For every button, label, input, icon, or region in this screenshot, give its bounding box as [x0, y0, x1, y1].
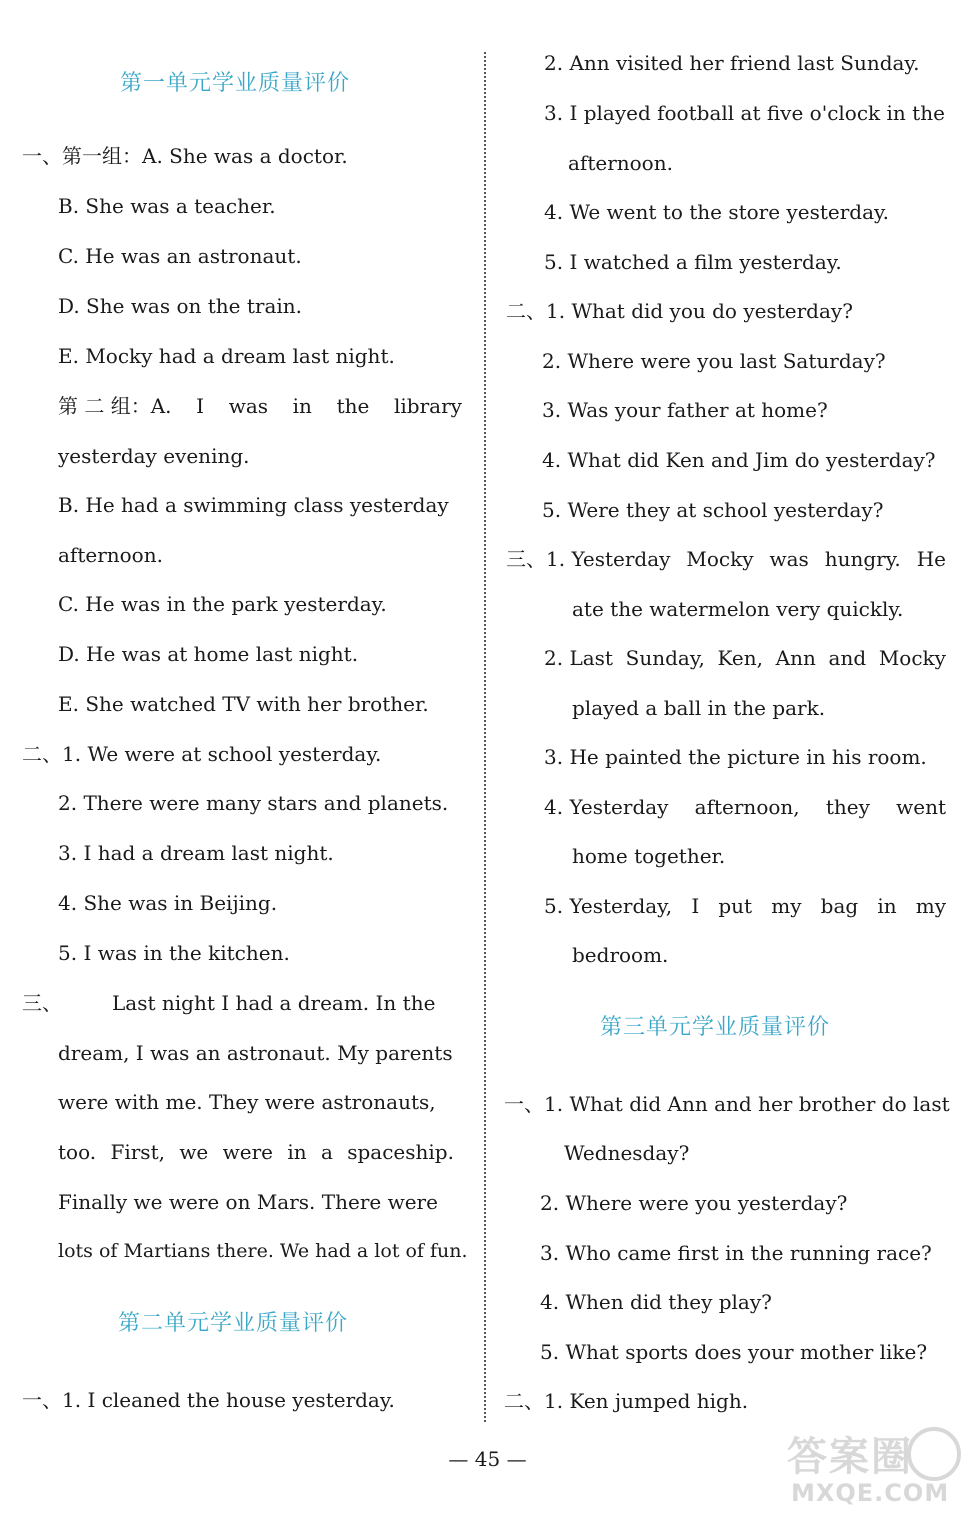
- word: library: [393, 394, 462, 418]
- word: my: [915, 894, 946, 918]
- text-line: 3. I had a dream last night.: [58, 841, 334, 865]
- justified-line: [58, 1139, 454, 1165]
- text-line: E. Mocky had a dream last night.: [58, 344, 395, 368]
- justified-line: [544, 794, 946, 820]
- word: and: [828, 646, 867, 670]
- word: Mocky: [686, 547, 754, 571]
- text-line: 4. What did Ken and Jim do yesterday?: [542, 448, 936, 472]
- word: hungry.: [824, 547, 901, 571]
- word: Ann: [775, 646, 816, 670]
- text-line: 二、1. Ken jumped high.: [504, 1389, 749, 1413]
- text-line: D. He was at home last night.: [58, 642, 359, 666]
- word: Ken,: [717, 646, 763, 670]
- word: I: [196, 394, 205, 418]
- justified-line: [544, 893, 946, 919]
- word: too.: [58, 1140, 97, 1164]
- unit2-heading: 第二单元学业质量评价: [118, 1311, 349, 1336]
- text-line: 2. Where were you yesterday?: [540, 1191, 848, 1215]
- text-line: 二、1. We were at school yesterday.: [22, 742, 382, 766]
- text-line: were with me. They were astronauts,: [58, 1090, 436, 1114]
- text-line: home together.: [572, 844, 726, 868]
- word: in: [292, 394, 312, 418]
- word: the: [336, 394, 370, 418]
- word: we: [179, 1140, 209, 1164]
- text-line: 二、1. What did you do yesterday?: [506, 299, 853, 323]
- word: spaceship.: [347, 1140, 454, 1164]
- word: He: [916, 547, 946, 571]
- text-line: 一、1. What did Ann and her brother do last: [504, 1092, 950, 1116]
- text-line: lots of Martians there. We had a lot of fun.: [58, 1240, 468, 1262]
- text-line: ate the watermelon very quickly.: [572, 597, 904, 621]
- text-line: 3. Who came first in the running race?: [540, 1241, 932, 1265]
- text-line: C. He was an astronaut.: [58, 244, 302, 268]
- word: went: [896, 795, 946, 819]
- word: I: [691, 894, 700, 918]
- word: a: [320, 1140, 333, 1164]
- text-line: 3. Was your father at home?: [542, 398, 828, 422]
- word: was: [769, 547, 809, 571]
- text-line: yesterday evening.: [58, 444, 250, 468]
- justified-line: [506, 546, 946, 572]
- text-line: 2. There were many stars and planets.: [58, 791, 449, 815]
- text-line: B. He had a swimming class yesterday: [58, 493, 449, 517]
- page-number: — 45 —: [448, 1447, 527, 1471]
- text-line: afternoon.: [568, 151, 673, 175]
- word: they: [825, 795, 870, 819]
- word: 第 二 组：A.: [58, 394, 172, 418]
- unit1-heading: 第一单元学业质量评价: [120, 71, 351, 96]
- watermark-badge-icon: [907, 1427, 961, 1481]
- word: in: [287, 1140, 307, 1164]
- word: 4. Yesterday: [544, 795, 669, 819]
- text-line: 3. He painted the picture in his room.: [544, 745, 927, 769]
- word: afternoon,: [694, 795, 800, 819]
- text-line: C. He was in the park yesterday.: [58, 592, 387, 616]
- word: Mocky: [878, 646, 946, 670]
- text-line: afternoon.: [58, 543, 163, 567]
- word: my: [771, 894, 802, 918]
- text-line: bedroom.: [572, 943, 669, 967]
- justified-line: [58, 393, 462, 419]
- unit3-heading: 第三单元学业质量评价: [600, 1015, 831, 1040]
- text-line: 5. Were they at school yesterday?: [542, 498, 884, 522]
- word: First,: [110, 1140, 165, 1164]
- text-line: Wednesday?: [564, 1141, 690, 1165]
- text-line: 4. When did they play?: [540, 1290, 772, 1314]
- text-line: Last night I had a dream. In the: [112, 991, 436, 1015]
- word: 2. Last: [544, 646, 613, 670]
- text-line: E. She watched TV with her brother.: [58, 692, 429, 716]
- section-marker: 三、: [22, 991, 62, 1015]
- text-line: 2. Where were you last Saturday?: [542, 349, 886, 373]
- text-line: 一、第一组：A. She was a doctor.: [22, 144, 348, 168]
- text-line: 一、1. I cleaned the house yesterday.: [22, 1388, 395, 1412]
- word: were: [222, 1140, 273, 1164]
- word: 5. Yesterday,: [544, 894, 673, 918]
- watermark-url: MXQE.COM: [791, 1479, 950, 1507]
- text-line: 4. We went to the store yesterday.: [544, 200, 889, 224]
- text-line: Finally we were on Mars. There were: [58, 1190, 438, 1214]
- word: 三、1. Yesterday: [506, 547, 671, 571]
- word: was: [228, 394, 269, 418]
- text-line: 3. I played football at five o'clock in the: [544, 101, 945, 125]
- text-line: dream, I was an astronaut. My parents: [58, 1041, 453, 1065]
- word: put: [718, 894, 753, 918]
- text-line: 5. What sports does your mother like?: [540, 1340, 928, 1364]
- text-line: 5. I watched a film yesterday.: [544, 250, 842, 274]
- text-line: B. She was a teacher.: [58, 194, 276, 218]
- text-line: 4. She was in Beijing.: [58, 891, 278, 915]
- watermark-logo: [787, 1425, 967, 1513]
- text-line: played a ball in the park.: [572, 696, 826, 720]
- word: in: [877, 894, 897, 918]
- text-line: D. She was on the train.: [58, 294, 303, 318]
- watermark-text: 答案圈: [787, 1434, 913, 1480]
- justified-line: [544, 645, 946, 671]
- word: Sunday,: [625, 646, 705, 670]
- text-line: 5. I was in the kitchen.: [58, 941, 290, 965]
- column-divider: [484, 52, 486, 1422]
- text-line: 2. Ann visited her friend last Sunday.: [544, 51, 920, 75]
- word: bag: [820, 894, 859, 918]
